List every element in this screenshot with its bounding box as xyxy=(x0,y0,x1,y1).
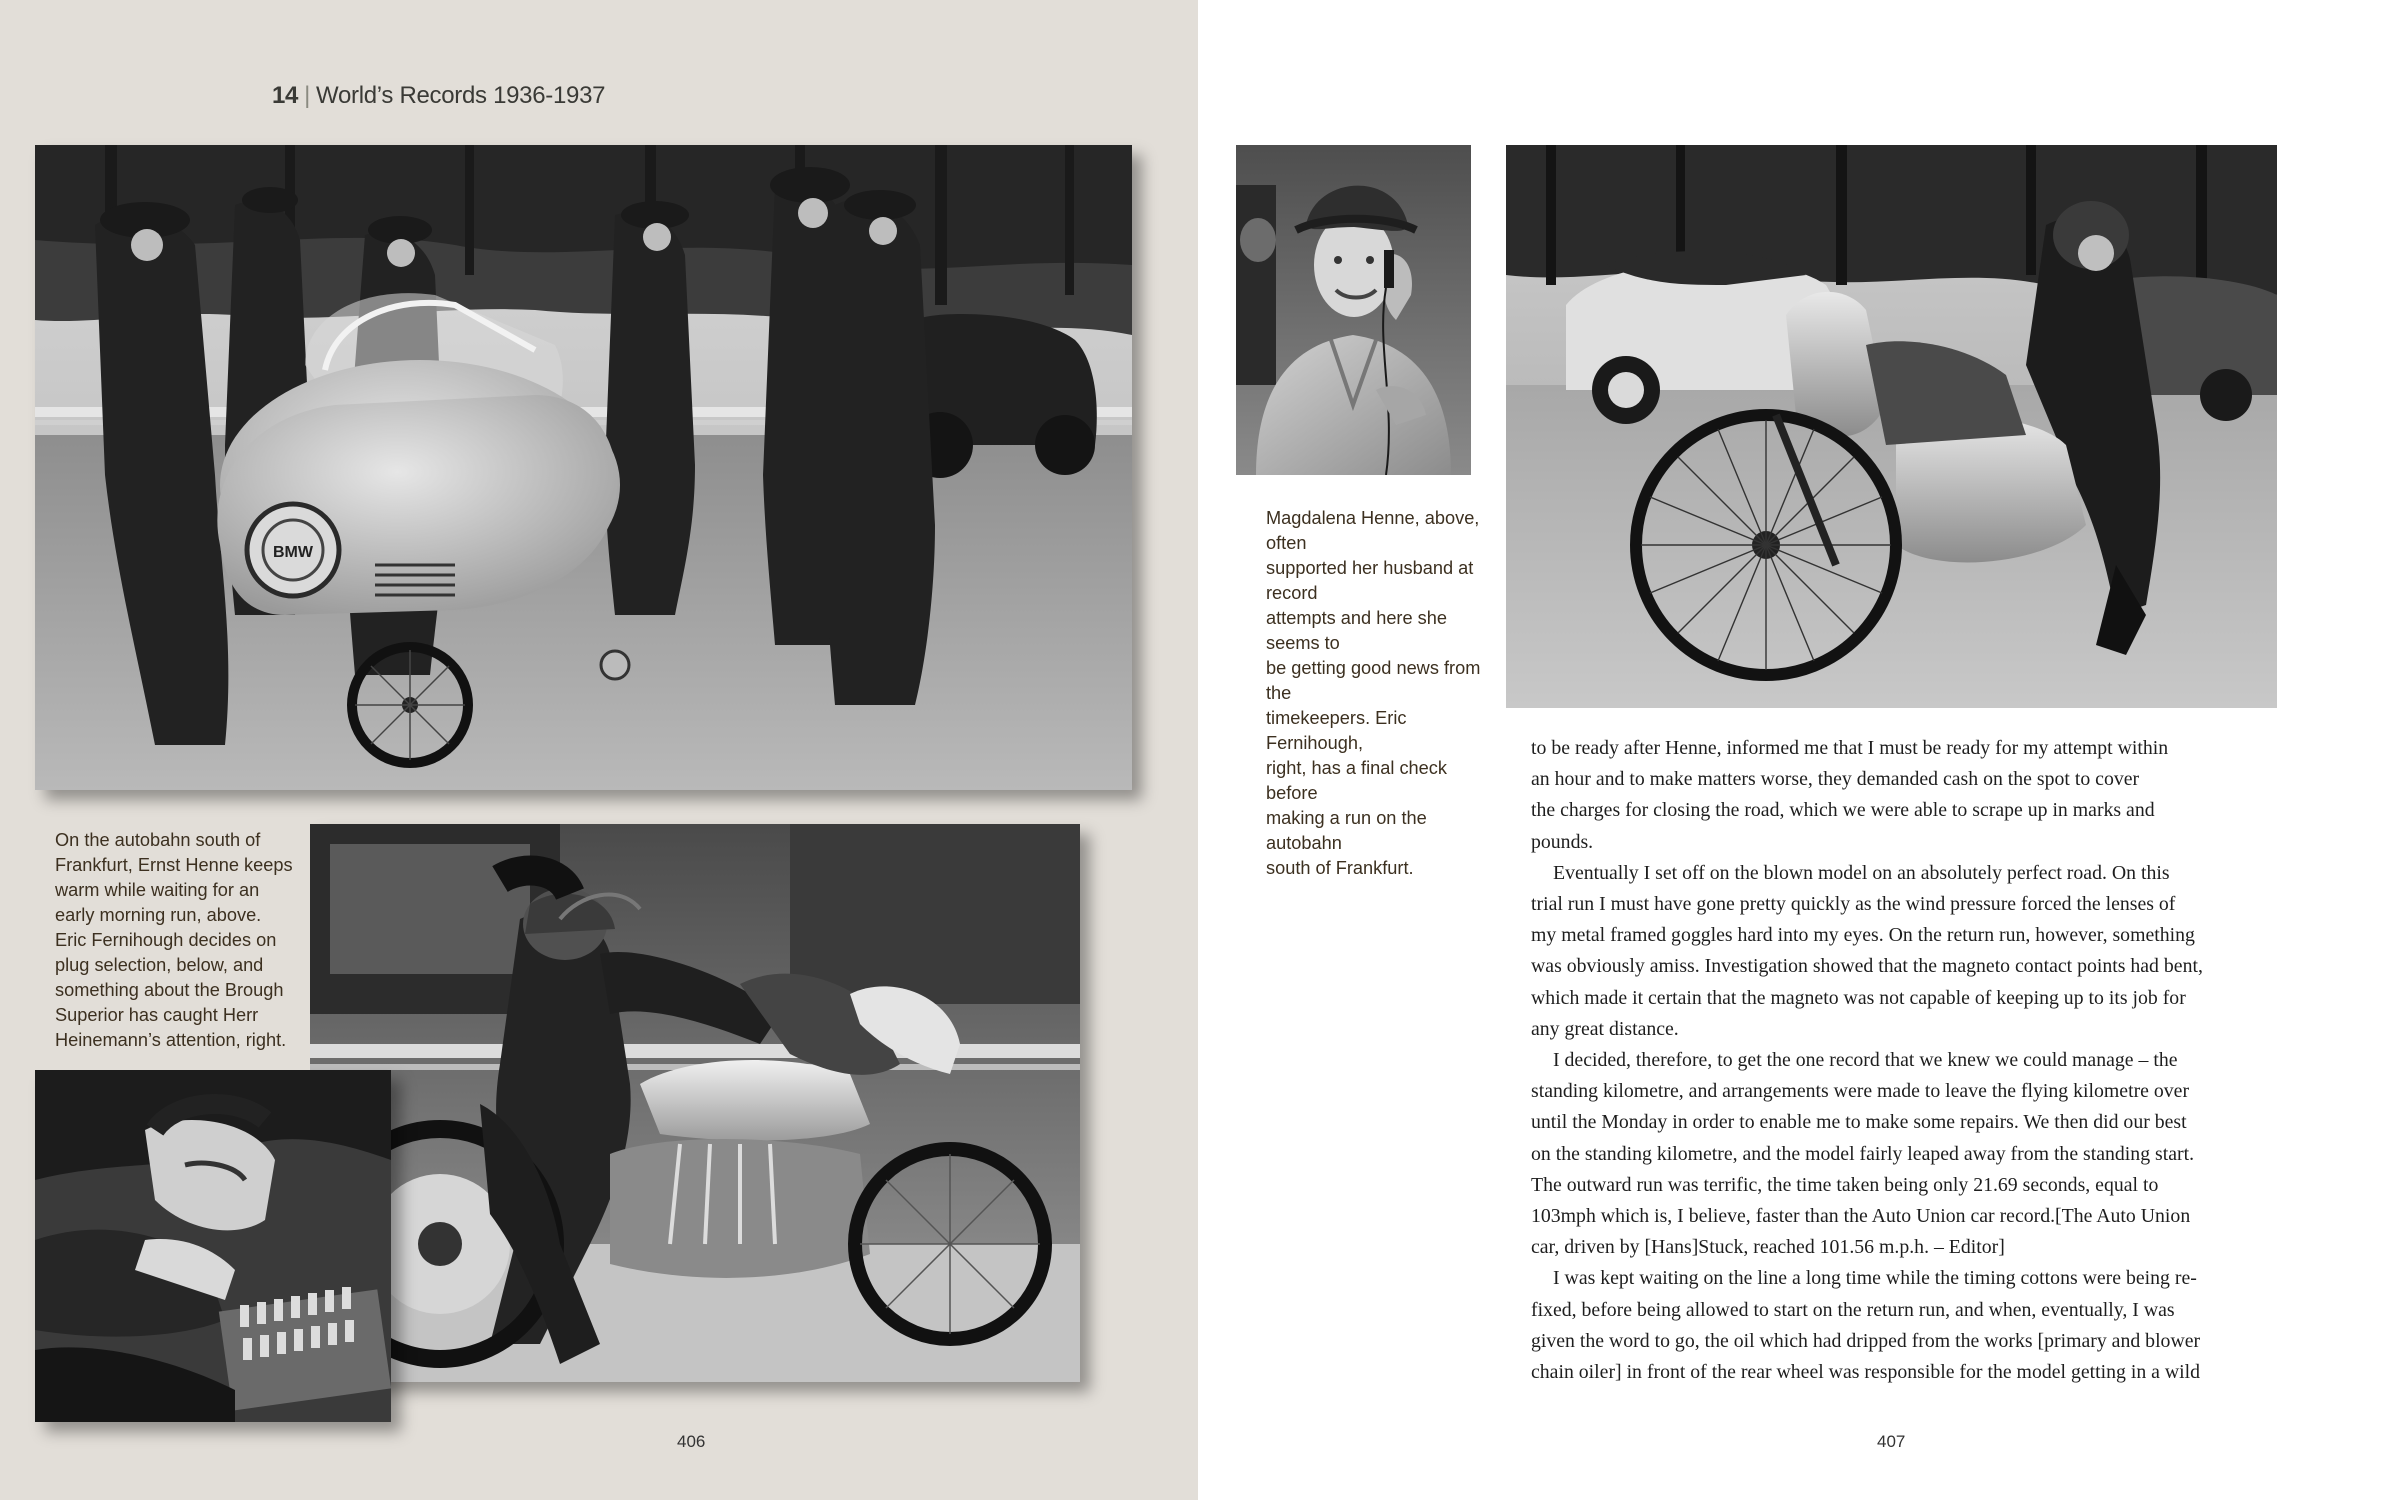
text-line: an hour and to make matters worse, they demanded cash on the spot to cover xyxy=(1531,768,2140,791)
text-line: I decided, therefore, to get the one record that we knew we could manage – the xyxy=(1553,1049,2178,1072)
photo-plug-selection xyxy=(35,1070,391,1422)
folio-right: 407 xyxy=(1877,1432,1906,1451)
right-caption xyxy=(1266,506,1496,881)
text-line: to be ready after Henne, informed me that I must be ready for my attempt within xyxy=(1531,737,2169,759)
text-line: The outward run was terrific, the time taken being only 21.69 seconds, equal to xyxy=(1531,1173,2159,1196)
caption-line: right, has a final check before xyxy=(1266,758,1447,803)
fairing-badge-text: BMW xyxy=(273,544,313,561)
caption-line: warm while waiting for an xyxy=(55,880,260,900)
caption-line: attempts and here she seems to xyxy=(1266,608,1447,653)
caption-line: Superior has caught Herr xyxy=(55,1005,259,1025)
chapter-number: 14 xyxy=(272,82,299,109)
text-line: chain oiler] in front of the rear wheel was responsible for the model getting in a wild xyxy=(1531,1361,2201,1384)
text-line: until the Monday in order to enable me to make some repairs. We then did our best xyxy=(1531,1111,2187,1134)
caption-line: Magdalena Henne, above, often xyxy=(1266,508,1480,553)
caption-line: Eric Fernihough decides on xyxy=(55,930,277,950)
text-line: car, driven by [Hans]Stuck, reached 101.56 m.p.h. – Editor] xyxy=(1531,1236,2005,1259)
text-line: pounds. xyxy=(1531,830,1594,853)
left-caption xyxy=(55,828,305,1053)
text-line: any great distance. xyxy=(1531,1017,1679,1040)
caption-line: supported her husband at record xyxy=(1266,558,1474,603)
text-line: which made it certain that the magneto was not capable of keeping up to its job for xyxy=(1531,986,2186,1009)
text-line: trial run I must have gone pretty quickly as the wind pressure forced the lenses of xyxy=(1531,893,2176,916)
folio-left: 406 xyxy=(677,1432,706,1451)
text-line: was obviously amiss. Investigation showed that the magneto contact points had bent, xyxy=(1531,955,2203,978)
caption-line: early morning run, above. xyxy=(55,905,262,925)
text-line: standing kilometre, and arrangements were made to leave the flying kilometre over xyxy=(1531,1080,2190,1103)
chapter-title: World’s Records 1936-1937 xyxy=(316,82,606,109)
caption-line: On the autobahn south of xyxy=(55,830,261,850)
text-line: 103mph which is, I believe, faster than the Auto Union car record.[The Auto Union xyxy=(1531,1205,2191,1228)
caption-line: timekeepers. Eric Fernihough, xyxy=(1266,708,1407,753)
caption-line: Heinemann’s attention, right. xyxy=(55,1030,287,1050)
body-text xyxy=(1531,733,2247,1388)
running-head xyxy=(272,82,605,110)
caption-line: something about the Brough xyxy=(55,980,284,1000)
photo-magdalena-henne xyxy=(1236,145,1471,475)
caption-line: south of Frankfurt. xyxy=(1266,858,1414,878)
photo-fernihough-final-check xyxy=(1506,145,2277,708)
photo-fernihough-brough-superior xyxy=(310,824,1080,1382)
text-line: I was kept waiting on the line a long time while the timing cottons were being re- xyxy=(1553,1267,2197,1290)
text-line: on the standing kilometre, and the model fairly leaped away from the standing start. xyxy=(1531,1142,2195,1165)
text-line: Eventually I set off on the blown model on an absolutely perfect road. On this xyxy=(1553,861,2170,884)
photo-henne-bmw-streamliner xyxy=(35,145,1132,790)
text-line: given the word to go, the oil which had dripped from the works [primary and blower xyxy=(1531,1329,2201,1352)
caption-line: be getting good news from the xyxy=(1266,658,1481,703)
text-line: fixed, before being allowed to start on the return run, and when, eventually, I was xyxy=(1531,1298,2175,1321)
text-line: the charges for closing the road, which we were able to scrape up in marks and xyxy=(1531,799,2155,822)
caption-line: making a run on the autobahn xyxy=(1266,808,1427,853)
running-head-separator: | xyxy=(304,82,311,109)
text-line: my metal framed goggles hard into my eyes. On the return run, however, something xyxy=(1531,924,2195,947)
caption-line: plug selection, below, and xyxy=(55,955,264,975)
caption-line: Frankfurt, Ernst Henne keeps xyxy=(55,855,293,875)
